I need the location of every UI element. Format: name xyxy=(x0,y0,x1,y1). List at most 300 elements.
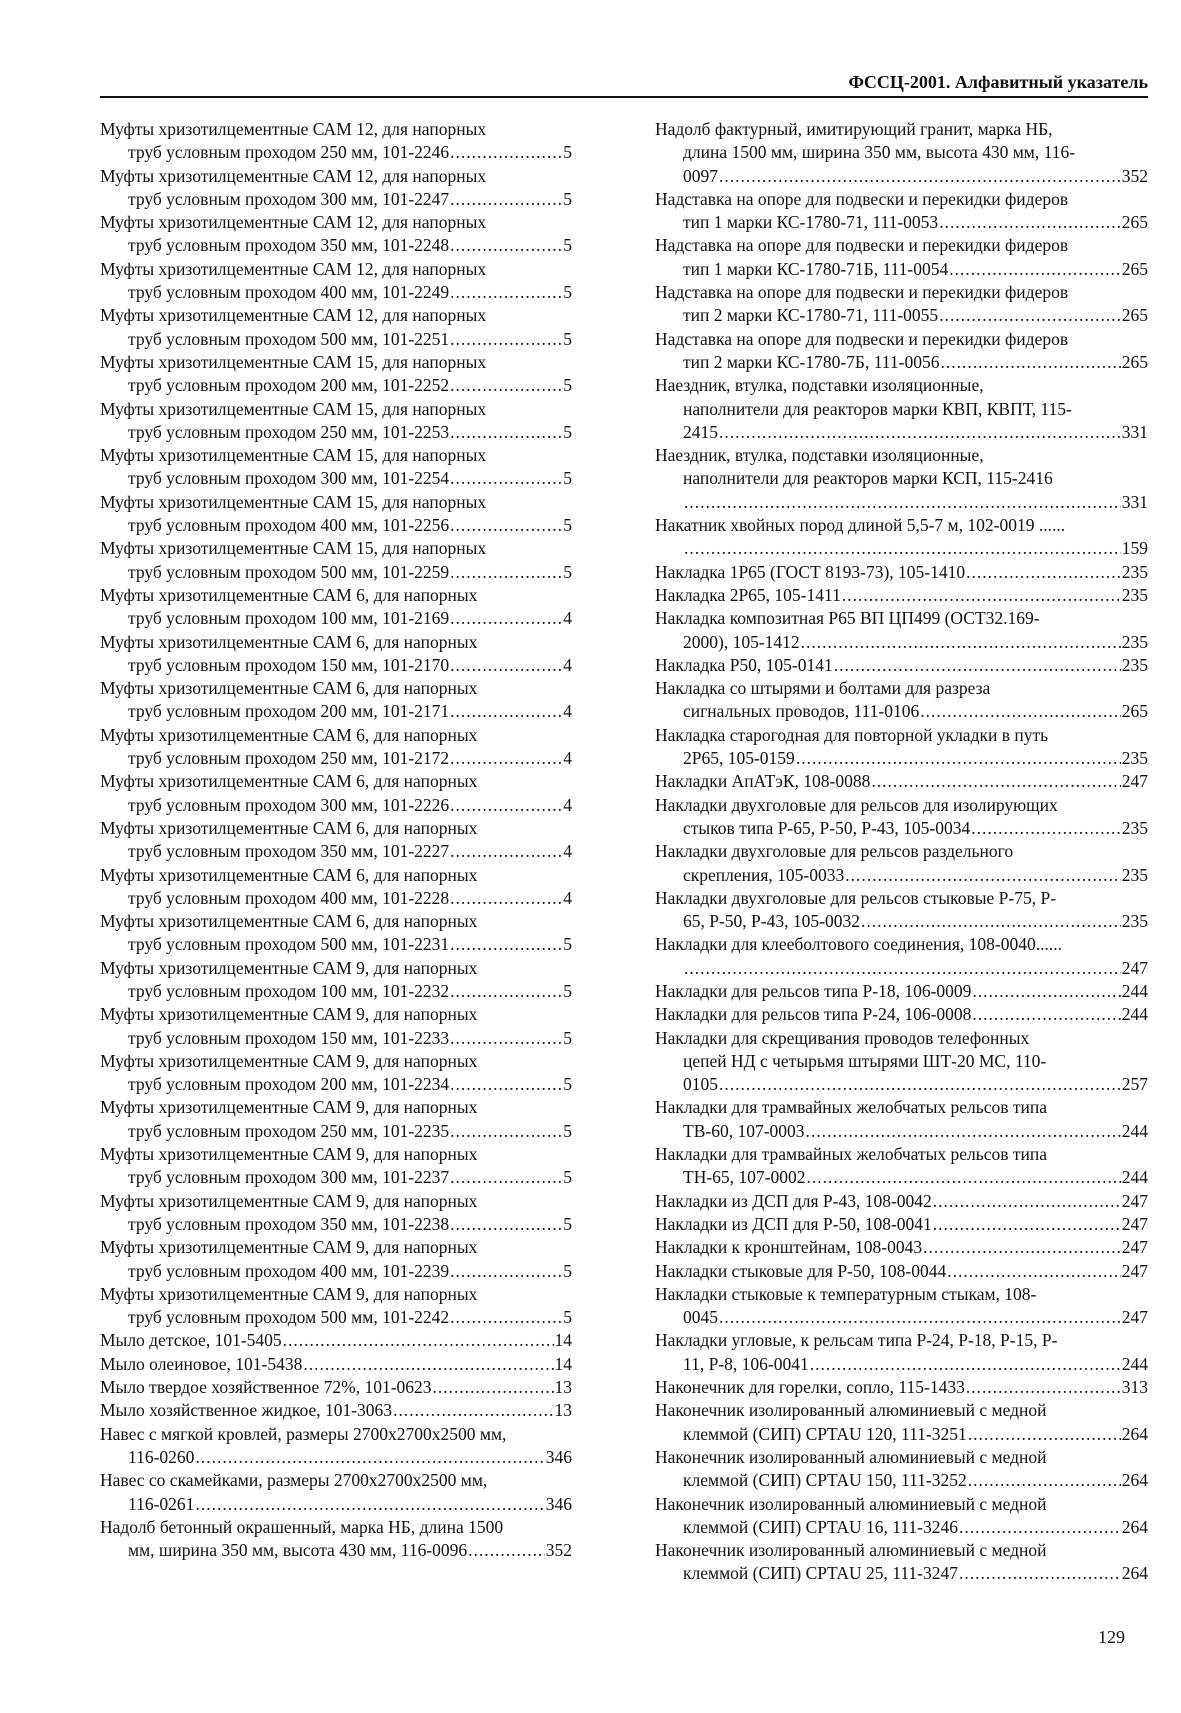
index-entry-line xyxy=(683,747,1148,770)
index-entry-line xyxy=(100,1423,572,1446)
index-entry-line xyxy=(683,1073,1148,1096)
index-entry xyxy=(100,1376,572,1399)
index-entry xyxy=(655,584,1148,607)
index-entry-text: труб условным проходом 300 мм, 101-2254 xyxy=(128,468,450,489)
index-entry-page: 5 xyxy=(563,1120,572,1141)
index-entry-page: 247 xyxy=(1121,1190,1148,1211)
index-entry-text: Муфты хризотилцементные САМ 6, для напорных xyxy=(100,911,478,932)
dot-leader xyxy=(947,1260,1121,1283)
index-entry-line xyxy=(100,817,572,840)
index-entry xyxy=(655,118,1148,188)
dot-leader xyxy=(923,1236,1121,1259)
index-entry-text: Муфты хризотилцементные САМ 6, для напорных xyxy=(100,678,478,699)
dot-leader xyxy=(806,1120,1121,1143)
index-entry xyxy=(655,1190,1148,1213)
index-entry-text: труб условным проходом 250 мм, 101-2172 xyxy=(128,748,450,769)
index-entry-text: Надставка на опоре для подвески и перекидки фидеров xyxy=(655,328,1069,349)
index-entry-text: труб условным проходом 400 мм, 101-2228 xyxy=(128,887,450,908)
index-entry-page: 4 xyxy=(563,654,572,675)
index-entry-page: 257 xyxy=(1121,1074,1148,1095)
index-entry-text: Мыло детское, 101-5405 xyxy=(100,1330,282,1351)
index-entry-page: 5 xyxy=(563,468,572,489)
index-entry xyxy=(100,1329,572,1352)
index-entry-line xyxy=(655,1190,1148,1213)
index-entry xyxy=(100,864,572,911)
index-entry xyxy=(655,281,1148,328)
dot-leader xyxy=(959,1562,1121,1585)
index-entry-text: труб условным проходом 400 мм, 101-2256 xyxy=(128,515,450,536)
index-entry-line xyxy=(100,258,572,281)
index-entry xyxy=(100,1050,572,1097)
dot-leader xyxy=(806,1166,1120,1189)
index-entry-page: 159 xyxy=(1121,538,1148,559)
index-entry-line xyxy=(683,817,1148,840)
index-entry-line xyxy=(100,584,572,607)
index-entry-text: Накатник хвойных пород длиной 5,5-7 м, 102-0019 ...... xyxy=(655,515,1066,536)
index-entry-text: Накладка 1Р65 (ГОСТ 8193-73), 105-1410 xyxy=(655,561,966,582)
index-entry-page: 346 xyxy=(545,1446,572,1467)
dot-leader xyxy=(450,514,562,537)
index-entry xyxy=(100,584,572,631)
index-entry-line xyxy=(128,1306,572,1329)
index-entry-page: 244 xyxy=(1121,1167,1148,1188)
index-entry-line xyxy=(128,328,572,351)
index-entry-text: Наездник, втулка, подставки изоляционные, xyxy=(655,375,984,396)
index-entry-text: цепей НД с четырьмя штырями ШТ-20 МС, 110- xyxy=(683,1050,1047,1071)
index-entry-line xyxy=(655,1283,1148,1306)
index-entry-page: 331 xyxy=(1121,491,1148,512)
index-entry-text: 116-0260 xyxy=(128,1446,195,1467)
index-entry xyxy=(655,933,1148,980)
index-entry-text: Наконечник изолированный алюминиевый с медной xyxy=(655,1540,1047,1561)
index-entry-text: 116-0261 xyxy=(128,1493,195,1514)
dot-leader xyxy=(959,1516,1121,1539)
index-entry xyxy=(100,304,572,351)
index-entry-page: 247 xyxy=(1121,957,1148,978)
index-entry-text: Надставка на опоре для подвески и перекидки фидеров xyxy=(655,235,1069,256)
index-entry-line xyxy=(683,258,1148,281)
index-entry-page: 244 xyxy=(1121,1004,1148,1025)
index-entry-text: Накладки двухголовые для рельсов раздельного xyxy=(655,841,1014,862)
index-entry-text: Накладка со штырями и болтами для разреза xyxy=(655,678,991,699)
index-entry xyxy=(100,1353,572,1376)
index-entry-line xyxy=(128,1493,572,1516)
index-entry-text: Муфты хризотилцементные САМ 9, для напорных xyxy=(100,1283,478,1304)
index-entry-line xyxy=(655,234,1148,257)
index-entry-text: Накладки для трамвайных желобчатых рельсов типа xyxy=(655,1097,1048,1118)
index-entry-page: 352 xyxy=(1121,165,1148,186)
index-entry-line xyxy=(655,724,1148,747)
index-entry xyxy=(655,1213,1148,1236)
index-entry xyxy=(100,817,572,864)
index-entry-page: 13 xyxy=(554,1377,572,1398)
index-entry-text: сигнальных проводов, 111-0106 xyxy=(683,701,920,722)
index-entry-line xyxy=(100,677,572,700)
index-entry-line xyxy=(683,1353,1148,1376)
index-entry-text: труб условным проходом 300 мм, 101-2226 xyxy=(128,794,450,815)
index-entry-line xyxy=(100,118,572,141)
index-entry-line xyxy=(683,165,1148,188)
dot-leader xyxy=(450,933,562,956)
dot-leader xyxy=(719,421,1121,444)
dot-leader xyxy=(719,1306,1121,1329)
index-entry-text: Наконечник изолированный алюминиевый с медной xyxy=(655,1493,1047,1514)
index-entry-line xyxy=(683,910,1148,933)
index-entry xyxy=(655,1493,1148,1540)
index-entry xyxy=(655,1539,1148,1586)
index-entry-text: длина 1500 мм, ширина 350 мм, высота 430 мм, 116- xyxy=(683,142,1076,163)
index-entry-line xyxy=(683,1423,1148,1446)
dot-leader xyxy=(450,374,562,397)
index-entry-page: 5 xyxy=(563,375,572,396)
index-entry-line xyxy=(655,188,1148,211)
index-entry-line xyxy=(100,165,572,188)
index-entry xyxy=(100,910,572,957)
index-entry-text: клеммой (СИП) CPTAU 16, 111-3246 xyxy=(683,1516,958,1537)
index-entry-page: 244 xyxy=(1121,980,1148,1001)
index-entry-text: Муфты хризотилцементные САМ 6, для напорных xyxy=(100,864,478,885)
index-entry-text: труб условным проходом 500 мм, 101-2242 xyxy=(128,1307,450,1328)
index-entry-line xyxy=(100,1516,572,1539)
dot-leader xyxy=(939,304,1121,327)
index-entry-line xyxy=(128,234,572,257)
index-entry xyxy=(655,514,1148,561)
index-entry xyxy=(100,165,572,212)
index-entry-text: Накладки двухголовые для рельсов стыковые Р-75, Р- xyxy=(655,887,1057,908)
index-entry-text: Накладки к кронштейнам, 108-0043 xyxy=(655,1237,923,1258)
index-entry-line xyxy=(655,374,1148,397)
dot-leader xyxy=(940,351,1120,374)
index-entry-line xyxy=(655,1213,1148,1236)
index-entry-text: Накладки из ДСП для Р-50, 108-0041 xyxy=(655,1213,932,1234)
index-entry-page: 5 xyxy=(563,1213,572,1234)
dot-leader xyxy=(450,561,562,584)
index-entry-text: Накладка Р50, 105-0141 xyxy=(655,654,833,675)
dot-leader xyxy=(939,211,1121,234)
dot-leader xyxy=(433,1376,554,1399)
index-entry-page: 5 xyxy=(563,1307,572,1328)
dot-leader xyxy=(283,1329,554,1352)
index-entry-page: 346 xyxy=(545,1493,572,1514)
index-entry-line xyxy=(100,1096,572,1119)
index-entry-text: Накладки для трамвайных желобчатых рельсов типа xyxy=(655,1144,1048,1165)
index-entry-line xyxy=(100,537,572,560)
dot-leader xyxy=(719,165,1121,188)
index-entry-text: скрепления, 105-0033 xyxy=(683,864,845,885)
index-entry-line xyxy=(128,840,572,863)
index-entry-text: тип 2 марки КС-1780-71, 111-0055 xyxy=(683,305,939,326)
index-column-left xyxy=(100,118,572,1562)
index-entry-text: 2415 xyxy=(683,421,718,442)
index-entry-page: 4 xyxy=(563,841,572,862)
index-entry-line xyxy=(100,1190,572,1213)
index-entry-text: Муфты хризотилцементные САМ 15, для напорных xyxy=(100,445,487,466)
index-entry-text: тип 2 марки КС-1780-7Б, 111-0056 xyxy=(683,351,940,372)
index-entry xyxy=(100,444,572,491)
index-entry-text: 2000), 105-1412 xyxy=(683,631,800,652)
index-entry-page: 247 xyxy=(1121,1260,1148,1281)
index-entry xyxy=(655,654,1148,677)
index-entry-line xyxy=(655,1493,1148,1516)
index-entry-text: наполнители для реакторов марки КВП, КВПТ, 115- xyxy=(683,398,1072,419)
index-entry-text: Муфты хризотилцементные САМ 9, для напорных xyxy=(100,1237,478,1258)
dot-leader xyxy=(450,980,562,1003)
dot-leader xyxy=(684,491,1121,514)
index-entry-line xyxy=(128,1539,572,1562)
index-entry-line xyxy=(655,980,1148,1003)
index-entry-line xyxy=(655,1236,1148,1259)
index-entry-page: 5 xyxy=(563,421,572,442)
index-entry-page: 5 xyxy=(563,1167,572,1188)
index-entry-text: клеммой (СИП) CPTAU 25, 111-3247 xyxy=(683,1563,958,1584)
index-entry xyxy=(100,537,572,584)
index-entry-line xyxy=(128,1213,572,1236)
index-entry-line xyxy=(128,1446,572,1469)
index-entry-line xyxy=(100,1399,572,1422)
index-entry-text: тип 1 марки КС-1780-71Б, 111-0054 xyxy=(683,258,949,279)
dot-leader xyxy=(968,1423,1121,1446)
dot-leader xyxy=(933,1190,1121,1213)
index-entry-text: труб условным проходом 350 мм, 101-2227 xyxy=(128,841,450,862)
index-entry-line xyxy=(128,747,572,770)
index-entry-text: Накладки стыковые к температурным стыкам, 108- xyxy=(655,1283,1037,1304)
index-entry-page: 5 xyxy=(563,1027,572,1048)
index-entry-line xyxy=(100,631,572,654)
index-entry xyxy=(100,724,572,771)
index-entry xyxy=(655,770,1148,793)
dot-leader xyxy=(450,654,562,677)
index-entry-page: 5 xyxy=(563,235,572,256)
index-entry-text: Накладки для клееболтового соединения, 108-0040...... xyxy=(655,934,1062,955)
index-entry xyxy=(655,1236,1148,1259)
dot-leader xyxy=(450,887,562,910)
index-entry-line xyxy=(683,1166,1148,1189)
index-entry-text: труб условным проходом 300 мм, 101-2237 xyxy=(128,1167,450,1188)
index-entry xyxy=(655,677,1148,724)
index-entry-line xyxy=(655,1027,1148,1050)
index-entry-page: 4 xyxy=(563,701,572,722)
index-entry-line xyxy=(683,631,1148,654)
header-title: ФССЦ-2001. Алфавитный указатель xyxy=(848,72,1148,92)
index-entry-text: труб условным проходом 400 мм, 101-2239 xyxy=(128,1260,450,1281)
index-entry-text: Наконечник изолированный алюминиевый с медной xyxy=(655,1400,1047,1421)
dot-leader xyxy=(966,561,1121,584)
index-entry-page: 247 xyxy=(1121,1213,1148,1234)
page-header xyxy=(100,66,1148,98)
index-entry-line xyxy=(100,1329,572,1352)
index-entry xyxy=(655,980,1148,1003)
index-entry-text: Накладки для рельсов типа Р-18, 106-0009 xyxy=(655,980,972,1001)
index-entry-page: 331 xyxy=(1121,421,1148,442)
index-entry xyxy=(100,1096,572,1143)
index-entry-line xyxy=(100,1003,572,1026)
index-entry xyxy=(100,1516,572,1563)
index-entry-line xyxy=(128,141,572,164)
dot-leader xyxy=(972,980,1120,1003)
index-entry-page: 247 xyxy=(1121,1237,1148,1258)
index-entry-text: труб условным проходом 250 мм, 101-2246 xyxy=(128,142,450,163)
index-entry-page: 5 xyxy=(563,328,572,349)
index-entry-text: труб условным проходом 500 мм, 101-2231 xyxy=(128,934,450,955)
index-entry-line xyxy=(100,211,572,234)
index-entry-text: Муфты хризотилцементные САМ 9, для напорных xyxy=(100,1144,478,1165)
index-entry-line xyxy=(683,351,1148,374)
index-entry-text: труб условным проходом 100 мм, 101-2232 xyxy=(128,980,450,1001)
index-entry-line xyxy=(683,398,1148,421)
index-entry xyxy=(655,1027,1148,1097)
index-entry-text: Муфты хризотилцементные САМ 9, для напорных xyxy=(100,1190,478,1211)
index-entry-text: Муфты хризотилцементные САМ 15, для напорных xyxy=(100,538,487,559)
index-entry xyxy=(100,1003,572,1050)
index-entry-line xyxy=(128,421,572,444)
index-entry-line xyxy=(655,1143,1148,1166)
dot-leader xyxy=(450,141,562,164)
index-entry xyxy=(100,398,572,445)
dot-leader xyxy=(920,700,1120,723)
index-entry-text: Муфты хризотилцементные САМ 9, для напорных xyxy=(100,1050,478,1071)
index-entry-text: Муфты хризотилцементные САМ 9, для напорных xyxy=(100,1004,478,1025)
index-entry-page: 247 xyxy=(1121,771,1148,792)
index-entry-page: 4 xyxy=(563,748,572,769)
index-entry-text: Муфты хризотилцементные САМ 6, для напорных xyxy=(100,584,478,605)
index-entry-line xyxy=(655,840,1148,863)
index-entry-page: 235 xyxy=(1121,561,1148,582)
index-entry-line xyxy=(100,1376,572,1399)
index-entry-line xyxy=(683,141,1148,164)
index-entry-line xyxy=(683,1120,1148,1143)
index-entry-text: Накладка композитная Р65 ВП ЦП499 (ОСТ32.169- xyxy=(655,608,1040,629)
index-entry-page: 5 xyxy=(563,282,572,303)
index-entry-text: клеммой (СИП) CPTAU 120, 111-3251 xyxy=(683,1423,967,1444)
index-entry-line xyxy=(128,654,572,677)
dot-leader xyxy=(684,537,1121,560)
index-entry-page: 5 xyxy=(563,1260,572,1281)
index-entry-text: Накладки двухголовые для рельсов для изолирующих xyxy=(655,794,1058,815)
index-entry-line xyxy=(128,1027,572,1050)
index-entry-page: 5 xyxy=(563,561,572,582)
index-entry-line xyxy=(683,1050,1148,1073)
dot-leader xyxy=(834,654,1121,677)
index-entry-text: Мыло олеиновое, 101-5438 xyxy=(100,1353,303,1374)
index-entry-text: ТВ-60, 107-0003 xyxy=(683,1120,805,1141)
index-entry-page: 235 xyxy=(1121,911,1148,932)
index-entry-text: Накладки стыковые для Р-50, 108-0044 xyxy=(655,1260,947,1281)
index-entry-page: 4 xyxy=(563,794,572,815)
index-entry-line xyxy=(655,607,1148,630)
dot-leader xyxy=(949,258,1121,281)
index-entry-page: 235 xyxy=(1121,631,1148,652)
index-entry-text: труб условным проходом 150 мм, 101-2233 xyxy=(128,1027,450,1048)
index-entry xyxy=(655,1003,1148,1026)
index-entry-line xyxy=(128,188,572,211)
index-entry xyxy=(655,1399,1148,1446)
index-entry-line xyxy=(683,211,1148,234)
index-entry-line xyxy=(100,398,572,421)
index-entry xyxy=(100,1423,572,1470)
index-entry-text: Муфты хризотилцементные САМ 9, для напорных xyxy=(100,957,478,978)
index-entry xyxy=(655,1283,1148,1330)
index-entry-text: наполнители для реакторов марки КСП, 115-2416 xyxy=(683,468,1053,489)
index-entry-page: 265 xyxy=(1121,258,1148,279)
index-entry-page: 264 xyxy=(1121,1470,1148,1491)
dot-leader xyxy=(450,607,562,630)
index-entry-line xyxy=(128,933,572,956)
index-entry xyxy=(655,374,1148,444)
index-entry-text: Муфты хризотилцементные САМ 15, для напорных xyxy=(100,398,487,419)
index-entry-line xyxy=(128,561,572,584)
dot-leader xyxy=(303,1353,553,1376)
index-entry-text: Надолб фактурный, имитирующий гранит, марка НБ, xyxy=(655,119,1053,139)
index-entry-line xyxy=(655,328,1148,351)
dot-leader xyxy=(796,747,1121,770)
index-entry-line xyxy=(100,957,572,980)
index-entry-text: труб условным проходом 400 мм, 101-2249 xyxy=(128,282,450,303)
dot-leader xyxy=(450,421,562,444)
index-entry-line xyxy=(683,957,1148,980)
index-entry-text: Накладка 2Р65, 105-1411 xyxy=(655,584,841,605)
index-entry-line xyxy=(100,1143,572,1166)
index-entry-text: труб условным проходом 200 мм, 101-2252 xyxy=(128,375,450,396)
index-entry xyxy=(655,840,1148,887)
index-entry-line xyxy=(128,607,572,630)
index-entry xyxy=(100,351,572,398)
index-entry-text: клеммой (СИП) CPTAU 150, 111-3252 xyxy=(683,1470,967,1491)
index-entry-text: Накладки для скрещивания проводов телефонных xyxy=(655,1027,1030,1048)
index-entry xyxy=(655,1446,1148,1493)
dot-leader xyxy=(719,1073,1121,1096)
index-entry-line xyxy=(100,304,572,327)
index-entry-line xyxy=(128,700,572,723)
dot-leader xyxy=(450,700,562,723)
index-entry-line xyxy=(128,1120,572,1143)
index-entry xyxy=(655,1143,1148,1190)
dot-leader xyxy=(450,1306,562,1329)
dot-leader xyxy=(450,234,562,257)
index-entry-text: Наконечник изолированный алюминиевый с медной xyxy=(655,1446,1047,1467)
index-entry-line xyxy=(655,1539,1148,1562)
index-entry-line xyxy=(655,1399,1148,1422)
dot-leader xyxy=(801,631,1121,654)
index-entry-page: 264 xyxy=(1121,1516,1148,1537)
index-entry-text: труб условным проходом 100 мм, 101-2169 xyxy=(128,608,450,629)
dot-leader xyxy=(468,1539,545,1562)
index-entry xyxy=(100,258,572,305)
index-entry-line xyxy=(655,1376,1148,1399)
index-entry-page: 244 xyxy=(1121,1120,1148,1141)
index-entry-line xyxy=(655,561,1148,584)
dot-leader xyxy=(450,747,562,770)
dot-leader xyxy=(450,328,562,351)
index-entry-text: Муфты хризотилцементные САМ 6, для напорных xyxy=(100,631,478,652)
index-entry-line xyxy=(683,1562,1148,1585)
index-entry-line xyxy=(128,514,572,537)
index-entry-line xyxy=(100,1283,572,1306)
index-entry-line xyxy=(100,1469,572,1492)
index-entry xyxy=(100,491,572,538)
index-entry-page: 265 xyxy=(1121,305,1148,326)
index-entry-line xyxy=(128,794,572,817)
index-entry xyxy=(100,957,572,1004)
index-entry-line xyxy=(100,444,572,467)
index-entry xyxy=(655,1260,1148,1283)
index-entry-line xyxy=(100,1353,572,1376)
index-entry xyxy=(655,724,1148,771)
index-entry-text: Надставка на опоре для подвески и перекидки фидеров xyxy=(655,282,1069,303)
dot-leader xyxy=(450,467,562,490)
dot-leader xyxy=(450,188,562,211)
index-entry-text: Муфты хризотилцементные САМ 9, для напорных xyxy=(100,1097,478,1118)
index-entry xyxy=(100,677,572,724)
